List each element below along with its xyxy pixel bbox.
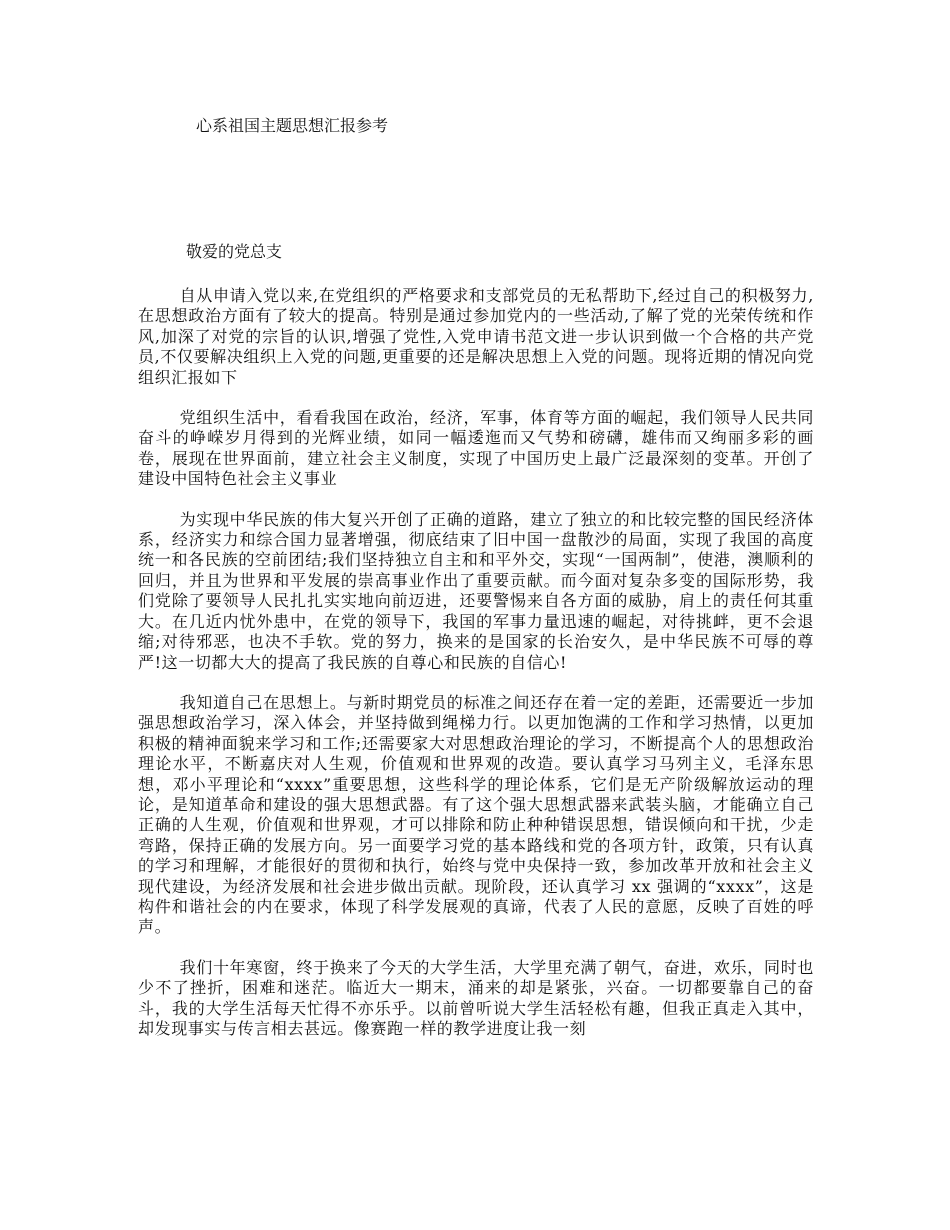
paragraph-1: 自从申请入党以来,在党组织的严格要求和支部党员的无私帮助下,经过自己的积极努力,在思想政治方面有了较大的提高。特别是通过参加党内的一些活动,了解了党的光荣传统和作风,加深了对党的宗旨的认识,增强了党性,入党申请书范文进一步认识到做一个合格的共产党员,不仅要解决组织上入党的问题,更重要的还是解决思想上入党的问题。现将近期的情况向党组织汇报如下: [138, 286, 814, 387]
paragraph-2: 党组织生活中，看看我国在政治，经济，军事，体育等方面的崛起，我们领导人民共同奋斗的峥嵘岁月得到的光辉业绩，如同一幅逶迤而又气势和磅礴，雄伟而又绚丽多彩的画卷，展现在世界面前，建立社会主义制度，实现了中国历史上最广泛最深刻的变革。开创了建设中国特色社会主义事业: [138, 408, 814, 489]
document-title: 心系祖国主题思想汇报参考: [196, 116, 389, 135]
paragraph-4: 我知道自己在思想上。与新时期党员的标准之间还存在着一定的差距，还需要近一步加强思想政治学习，深入体会，并坚持做到绳梯力行。以更加饱满的工作和学习热情，以更加积极的精神面貌来学习和工作;还需要家大对思想政治理论的学习，不断提高个人的思想政治理论水平，不断嘉庆对人生观，价值观和世界观的改造。要认真学习马列主义，毛泽东思想，邓小平理论和“xxxx”重要思想，这些科学的理论体系，它们是无产阶级解放运动的理论，是知道革命和建设的强大思想武器。有了这个强大思想武器来武装头脑，才能确立自己正确的人生观，价值观和世界观，才可以排除和防止种种错误思想，错误倾向和干扰，少走弯路，保持正确的发展方向。另一面要学习党的基本路线和党的各项方针，政策，只有认真的学习和理解，才能很好的贯彻和执行，始终与党中央保持一致，参加改革开放和社会主义现代建设，为经济发展和社会进步做出贡献。现阶段，还认真学习 xx 强调的“xxxx”，这是构件和谐社会的内在要求，体现了科学发展观的真谛，代表了人民的意愿，反映了百姓的呼声。: [138, 692, 814, 937]
paragraph-5: 我们十年寒窗，终于换来了今天的大学生活，大学里充满了朝气，奋进，欢乐，同时也少不了挫折，困难和迷茫。临近大一期末，涌来的却是紧张，兴奋。一切都要靠自己的奋斗，我的大学生活每天忙得不亦乐乎。以前曾听说大学生活轻松有趣，但我正真走入其中，却发现事实与传言相去甚远。像赛跑一样的教学进度让我一刻: [138, 957, 814, 1038]
paragraph-3: 为实现中华民族的伟大复兴开创了正确的道路，建立了独立的和比较完整的国民经济体系，经济实力和综合国力显著增强，彻底结束了旧中国一盘散沙的局面，实现了我国的高度统一和各民族的空前团结;我们坚持独立自主和和平外交，实现“一国两制”，使港，澳顺利的回归，并且为世界和平发展的崇高事业作出了重要贡献。而今面对复杂多变的国际形势，我们党除了要领导人民扎扎实实地向前迈进，还要警惕来自各方面的威胁，肩上的责任何其重大。在几近内忧外患中，在党的领导下，我国的军事力量迅速的崛起，对待挑衅，更不会退缩;对待邪恶，也决不手软。党的努力，换来的是国家的长治安久，是中华民族不可辱的尊严!这一切都大大的提高了我民族的自尊心和民族的自信心!: [138, 509, 814, 672]
salutation: 敬爱的党总支: [186, 242, 283, 261]
document-body: [138, 286, 814, 1059]
